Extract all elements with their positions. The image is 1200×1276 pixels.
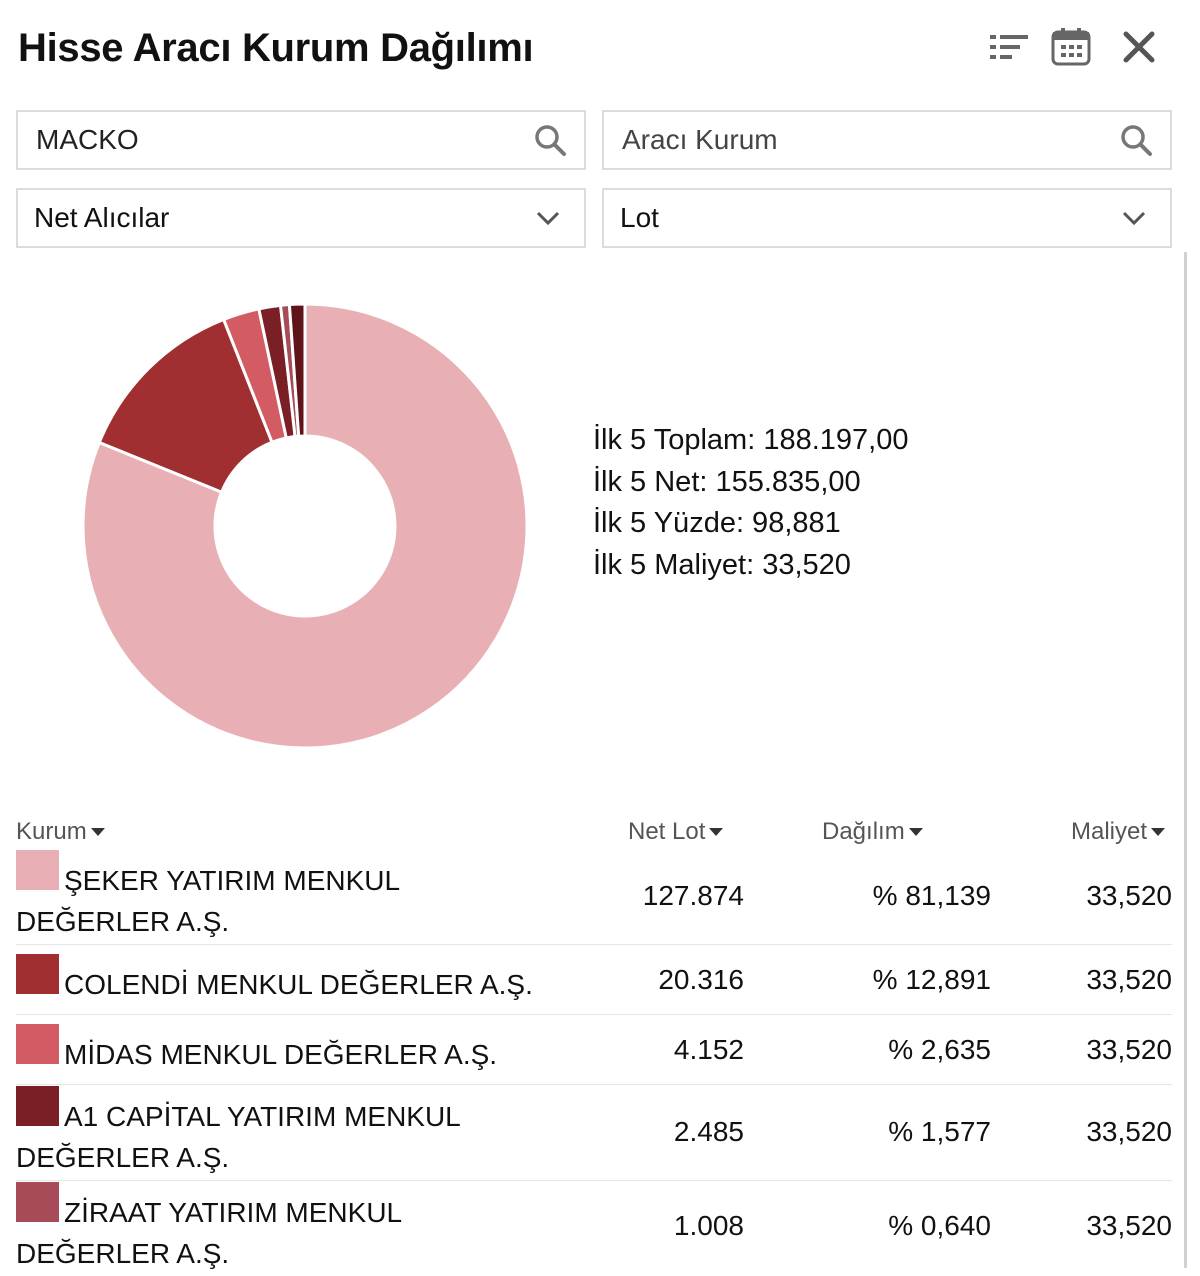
page-title: Hisse Aracı Kurum Dağılımı — [18, 26, 534, 70]
top5-total: İlk 5 Toplam: 188.197,00 — [593, 424, 909, 456]
unit-select-value: Lot — [620, 202, 659, 233]
mode-select[interactable] — [16, 188, 586, 248]
net-lot-value: 4.152 — [673, 1034, 744, 1065]
share-value: % 81,139 — [872, 880, 991, 911]
cost-value: 33,520 — [1086, 964, 1172, 995]
sort-caret-icon — [91, 828, 105, 836]
cost-value: 33,520 — [1086, 1116, 1172, 1147]
share-value: % 0,640 — [888, 1210, 991, 1241]
broker-name: ŞEKER YATIRIM MENKUL DEĞERLER A.Ş. — [16, 865, 400, 937]
share-value: % 12,891 — [872, 964, 991, 995]
table-row[interactable] — [16, 1180, 1172, 1276]
broker-name: A1 CAPİTAL YATIRIM MENKUL DEĞERLER A.Ş. — [16, 1101, 460, 1173]
cost-value: 33,520 — [1086, 1210, 1172, 1241]
cost-value: 33,520 — [1086, 1034, 1172, 1065]
chevron-down-icon — [1114, 198, 1154, 238]
table-row[interactable] — [16, 944, 1172, 1015]
sort-caret-icon — [709, 828, 723, 836]
sort-caret-icon — [1151, 828, 1165, 836]
column-header-kurum[interactable]: Kurum — [16, 818, 105, 846]
top5-net: İlk 5 Net: 155.835,00 — [593, 465, 861, 498]
chevron-down-icon — [528, 198, 568, 238]
search-icon[interactable] — [531, 120, 568, 160]
calendar-icon[interactable] — [1048, 24, 1094, 70]
close-icon[interactable] — [1116, 24, 1162, 70]
net-lot-value: 20.316 — [658, 964, 744, 995]
top5-percent: İlk 5 Yüzde: 98,881 — [593, 507, 841, 539]
broker-name: COLENDİ MENKUL DEĞERLER A.Ş. — [64, 969, 533, 1000]
broker-name: MİDAS MENKUL DEĞERLER A.Ş. — [64, 1039, 498, 1070]
broker-name: ZİRAAT YATIRIM MENKUL DEĞERLER A.Ş. — [16, 1197, 402, 1269]
table-row[interactable] — [16, 1014, 1172, 1085]
broker-search-field[interactable] — [602, 110, 1172, 170]
summary-panel — [593, 420, 908, 586]
symbol-search-input[interactable] — [34, 123, 531, 157]
cost-value: 33,520 — [1086, 880, 1172, 911]
column-header-maliyet[interactable]: Maliyet — [1071, 818, 1165, 846]
broker-search-input[interactable] — [620, 123, 1117, 157]
unit-select[interactable] — [602, 188, 1172, 248]
donut-chart — [60, 288, 550, 758]
search-icon[interactable] — [1117, 120, 1154, 160]
column-header-dagilim[interactable]: Dağılım — [822, 818, 923, 846]
symbol-search-field[interactable] — [16, 110, 586, 170]
sort-icon[interactable] — [986, 24, 1032, 70]
mode-select-value: Net Alıcılar — [34, 202, 170, 233]
scrollbar[interactable] — [1184, 252, 1187, 1268]
net-lot-value: 127.874 — [642, 880, 744, 911]
net-lot-value: 2.485 — [673, 1116, 744, 1147]
share-value: % 1,577 — [888, 1116, 991, 1147]
sort-caret-icon — [909, 828, 923, 836]
share-value: % 2,635 — [888, 1034, 991, 1065]
top5-cost: İlk 5 Maliyet: 33,520 — [593, 548, 851, 581]
table-row[interactable] — [16, 848, 1172, 945]
column-header-net-lot[interactable]: Net Lot — [628, 818, 723, 846]
net-lot-value: 1.008 — [673, 1210, 744, 1241]
table-row[interactable] — [16, 1084, 1172, 1181]
